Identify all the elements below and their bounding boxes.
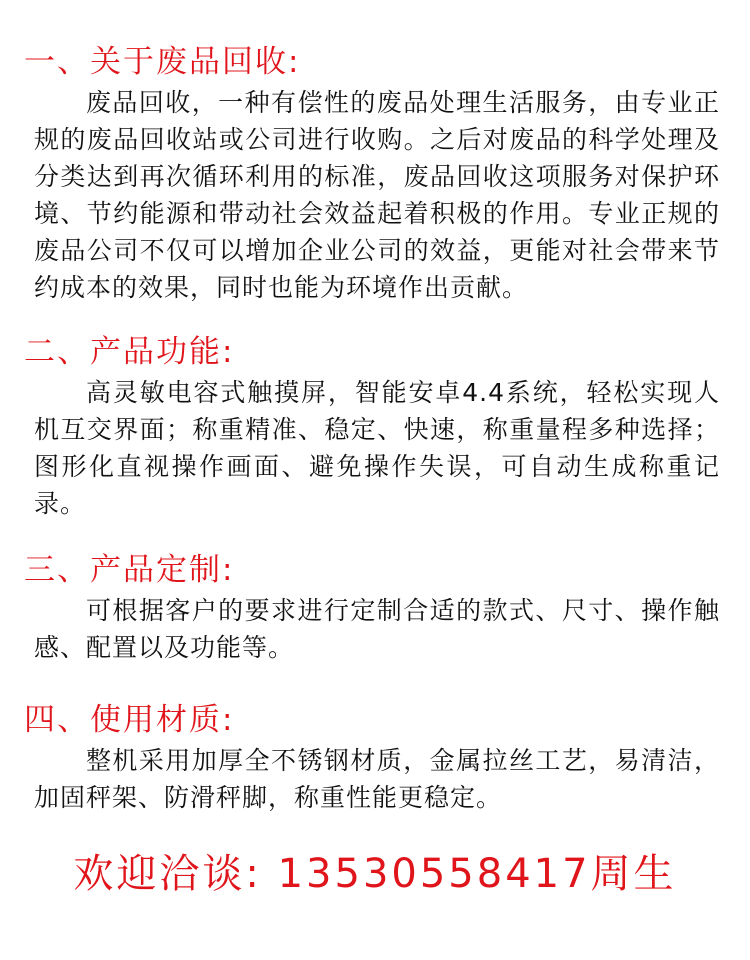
- section-paragraph: 高灵敏电容式触摸屏，智能安卓4.4系统，轻松实现人机互交界面；称重精准、稳定、快速，称重量程多种选择；图形化直视操作画面、避免操作失误，可自动生成称重记录。: [34, 378, 720, 518]
- section-paragraph: 整机采用加厚全不锈钢材质，金属拉丝工艺，易清洁，加固秤架、防滑秤脚，称重性能更稳定。: [34, 746, 720, 812]
- section-product-features: [0, 332, 750, 522]
- contact-line: 欢迎洽谈: 13530558417周生: [73, 851, 677, 897]
- section-paragraph: 可根据客户的要求进行定制合适的款式、尺寸、操作触感、配置以及功能等。: [34, 596, 720, 662]
- section-heading: 一、关于废品回收:: [24, 44, 301, 80]
- section-heading: 三、产品定制:: [24, 552, 235, 588]
- section-customization: [0, 550, 750, 666]
- section-materials: [0, 700, 750, 816]
- section-heading: 四、使用材质:: [24, 702, 235, 738]
- section-about-recycling: [0, 42, 750, 306]
- section-paragraph: 废品回收，一种有偿性的废品处理生活服务，由专业正规的废品回收站或公司进行收购。之后对废品的科学处理及分类达到再次循环利用的标准，废品回收这项服务对保护环境、节约能源和带动社会效益起着积极的作用。专业正规的废品公司不仅可以增加企业公司的效益，更能对社会带来节约成本的效果，同时也能为环境作出贡献。: [34, 88, 720, 302]
- section-heading: 二、产品功能:: [24, 334, 235, 370]
